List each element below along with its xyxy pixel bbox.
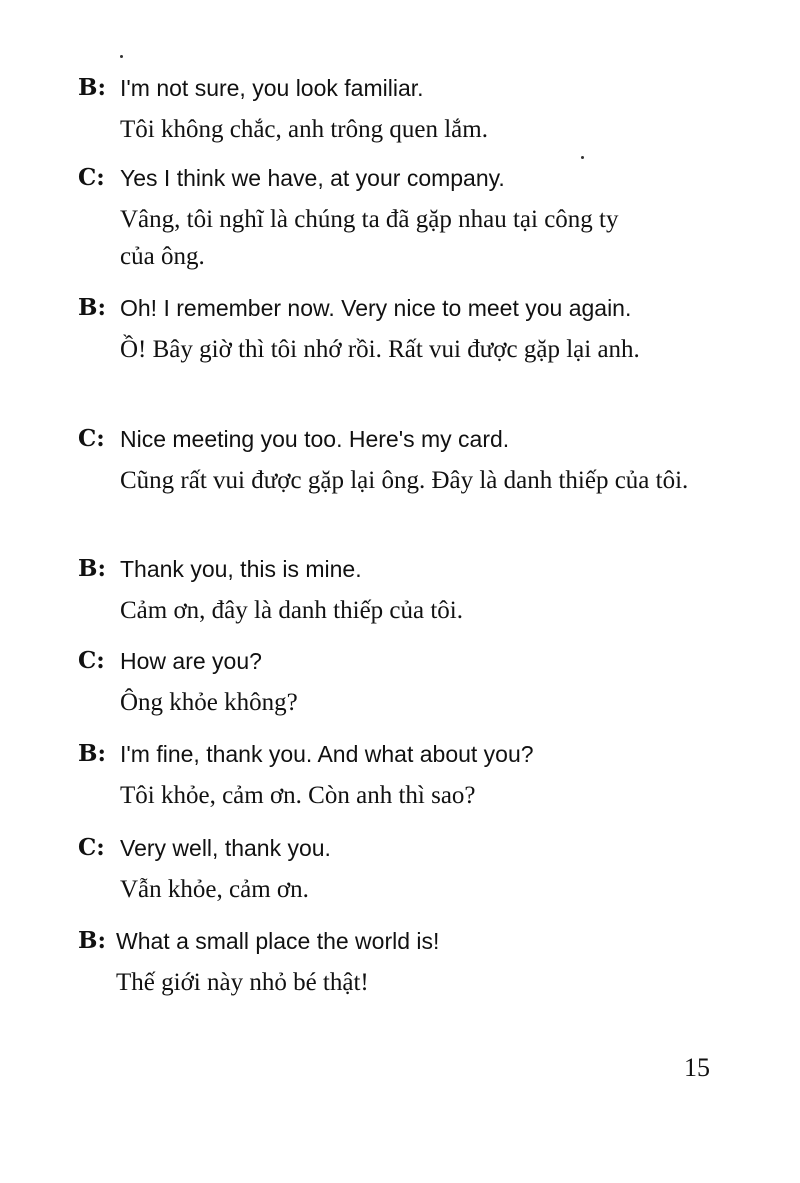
english-text: Nice meeting you too. Here's my card. [120, 426, 510, 452]
speaker-label: C: [78, 647, 105, 674]
english-text: I'm not sure, you look familiar. [120, 75, 424, 101]
scan-speck [581, 156, 584, 159]
vietnamese-text: Vâng, tôi nghĩ là chúng ta đã gặp nhau tại công ty của ông. [120, 206, 619, 270]
english-text: Thank you, this is mine. [120, 556, 362, 582]
english-text: What a small place the world is! [116, 928, 440, 954]
english-text: Very well, thank you. [120, 835, 331, 861]
vietnamese-text: Cũng rất vui được gặp lại ông. Đây là danh thiếp của tôi. [120, 467, 689, 494]
speaker-label: B: [78, 555, 106, 582]
english-text: How are you? [120, 648, 262, 674]
page-number: 15 [684, 1053, 710, 1082]
english-text: Oh! I remember now. Very nice to meet you again. [120, 295, 632, 321]
vietnamese-text: Cảm ơn, đây là danh thiếp của tôi. [120, 597, 463, 624]
vietnamese-text: Thế giới này nhỏ bé thật! [116, 969, 369, 996]
speaker-label: B: [78, 74, 106, 101]
speaker-label: B: [78, 740, 106, 767]
scan-speck [120, 55, 123, 58]
speaker-label: B: [78, 294, 106, 321]
speaker-label: B: [78, 927, 106, 954]
english-text: I'm fine, thank you. And what about you? [120, 741, 534, 767]
vietnamese-text: Tôi không chắc, anh trông quen lắm. [120, 116, 488, 143]
speaker-label: C: [78, 425, 105, 452]
vietnamese-text: Ồ! Bây giờ thì tôi nhớ rồi. Rất vui được gặp lại anh. [120, 336, 640, 363]
vietnamese-text: Tôi khỏe, cảm ơn. Còn anh thì sao? [120, 782, 476, 809]
vietnamese-text: Ông khỏe không? [120, 689, 298, 716]
speaker-label: C: [78, 834, 105, 861]
speaker-label: C: [78, 164, 105, 191]
vietnamese-text: Vẫn khỏe, cảm ơn. [120, 876, 309, 903]
english-text: Yes I think we have, at your company. [120, 165, 505, 191]
